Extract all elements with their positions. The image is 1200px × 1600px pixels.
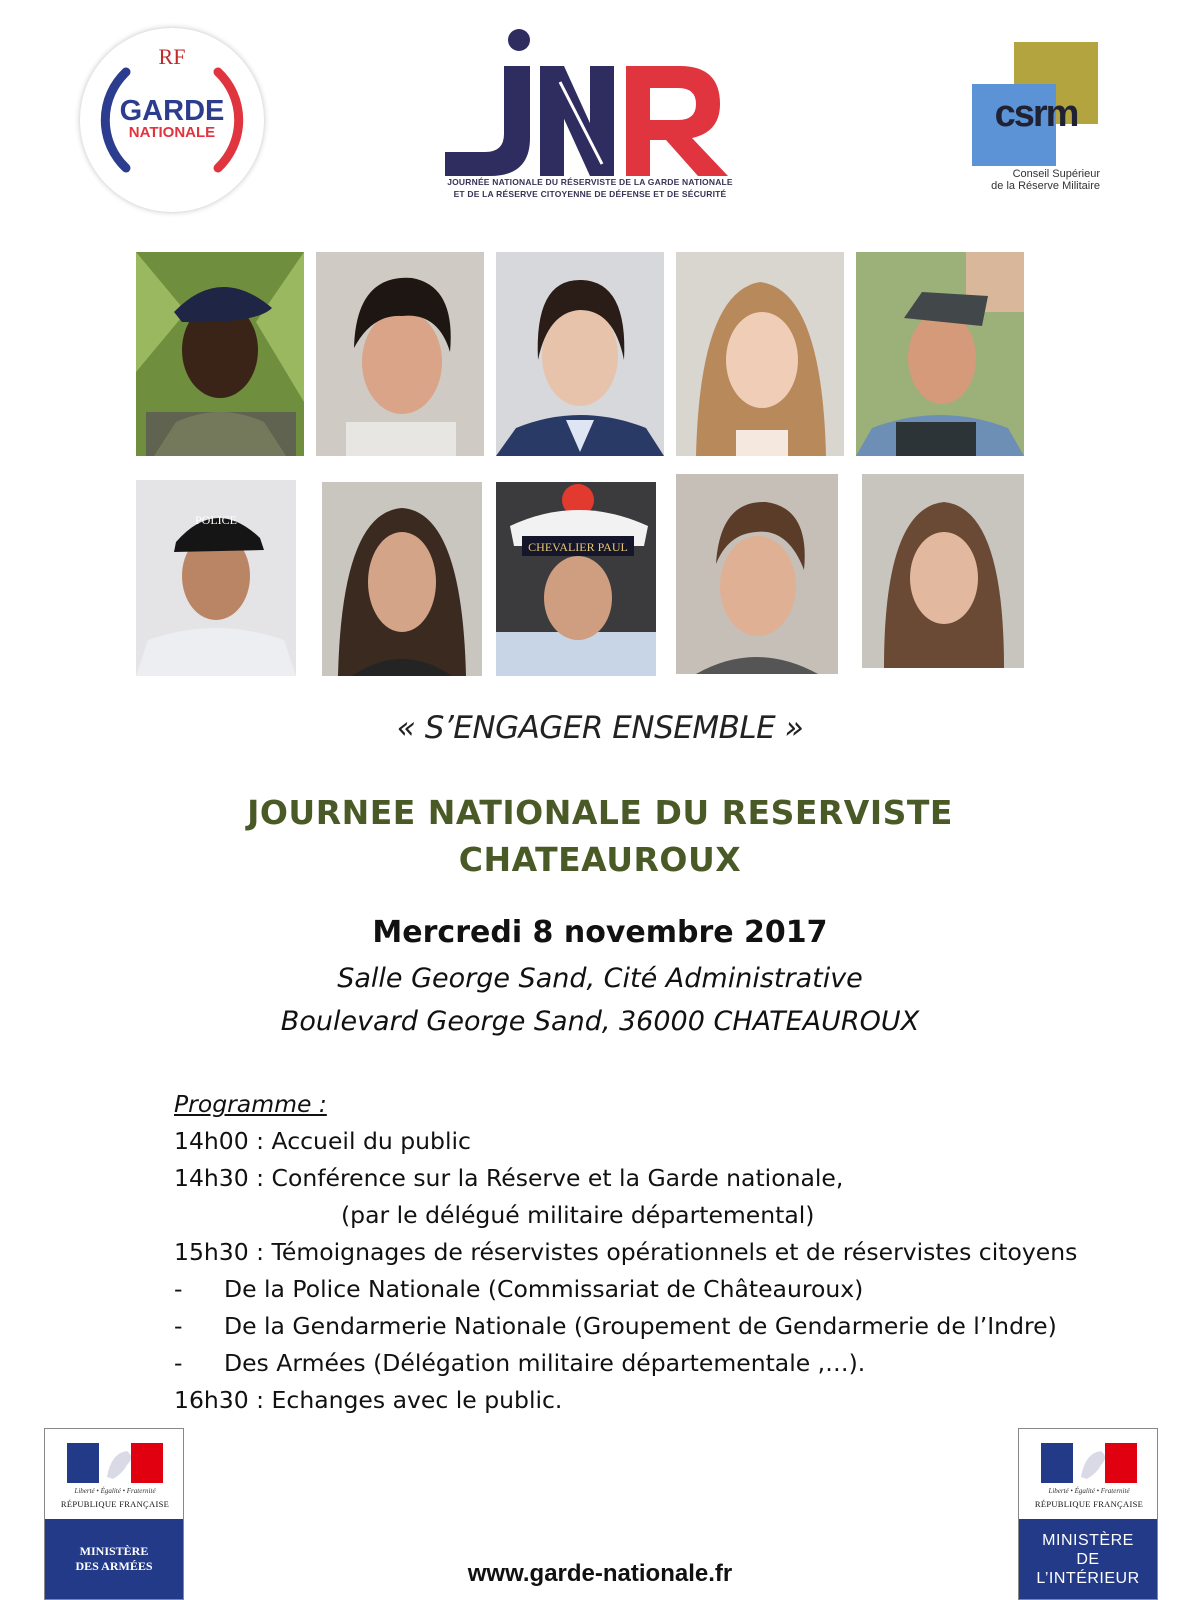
programme-item-note: (par le délégué militaire départemental) bbox=[341, 1201, 815, 1229]
csrm-acronym: csrm bbox=[994, 93, 1078, 135]
garde-nationale-logo bbox=[80, 28, 264, 212]
programme-item: 14h00 : Accueil du public bbox=[174, 1127, 471, 1155]
photo-gendarme-cap bbox=[856, 252, 1024, 456]
bullet-marker: - bbox=[174, 1349, 183, 1377]
event-date: Mercredi 8 novembre 2017 bbox=[372, 915, 828, 950]
programme-bullet bbox=[174, 1271, 1077, 1308]
photo-soldier-beret bbox=[136, 252, 304, 456]
website-link[interactable]: www.garde-nationale.fr bbox=[467, 1560, 733, 1587]
jnr-logo bbox=[440, 26, 740, 216]
jnr-caption-line-2: ET DE LA RÉSERVE CITOYENNE DE DÉFENSE ET DE SÉCURITÉ bbox=[453, 189, 727, 199]
programme-bullet bbox=[174, 1345, 1077, 1382]
csrm-caption-line-2: de la Réserve Militaire bbox=[991, 180, 1100, 192]
garde-nationale-emblem bbox=[80, 28, 264, 212]
photo-young-woman bbox=[862, 474, 1024, 668]
photo-young-man bbox=[676, 474, 838, 674]
photo-sailor bbox=[496, 482, 656, 676]
programme-closing: 16h30 : Echanges avec le public. bbox=[174, 1386, 563, 1414]
csrm-squares-icon bbox=[970, 40, 1100, 168]
republique-francaise: RÉPUBLIQUE FRANÇAISE bbox=[60, 1499, 170, 1509]
programme-heading: Programme : bbox=[174, 1090, 327, 1118]
csrm-logo bbox=[970, 40, 1110, 210]
photo-woman-uniform bbox=[496, 252, 664, 456]
ministere-interieur-logo bbox=[1018, 1428, 1158, 1600]
jnr-letters-icon bbox=[440, 26, 740, 176]
csrm-caption-line-1: Conseil Supérieur bbox=[1012, 168, 1100, 180]
slogan: « S’ENGAGER ENSEMBLE » bbox=[396, 710, 804, 746]
event-city: CHATEAUROUX bbox=[458, 840, 742, 879]
devise: Liberté • Égalité • Fraternité bbox=[74, 1487, 156, 1495]
venue-line-2: Boulevard George Sand, 36000 CHATEAUROUX bbox=[280, 1006, 920, 1037]
nationale-word: NATIONALE bbox=[128, 124, 216, 141]
bullet-marker: - bbox=[174, 1312, 183, 1340]
jnr-caption-line-1: JOURNÉE NATIONALE DU RÉSERVISTE DE LA GARDE NATIONALE bbox=[447, 177, 733, 187]
bullet-marker: - bbox=[174, 1275, 183, 1303]
bullet-text: De la Gendarmerie Nationale (Groupement de Gendarmerie de l’Indre) bbox=[224, 1312, 1057, 1340]
garde-word: GARDE bbox=[119, 95, 225, 127]
ministry-name: MINISTÈRE DES ARMÉES bbox=[45, 1519, 183, 1599]
photo-man-long-hair bbox=[322, 482, 482, 676]
svg-text:POLICE: POLICE bbox=[195, 513, 237, 527]
svg-text:CHEVALIER PAUL: CHEVALIER PAUL bbox=[528, 540, 628, 554]
bullet-text: De la Police Nationale (Commissariat de Châteauroux) bbox=[224, 1275, 864, 1303]
marianne-flag-icon bbox=[67, 1443, 163, 1483]
venue-line-1: Salle George Sand, Cité Administrative bbox=[337, 963, 863, 994]
event-title: JOURNEE NATIONALE DU RESERVISTE bbox=[247, 793, 953, 832]
photo-police-woman bbox=[136, 480, 296, 676]
devise: Liberté • Égalité • Fraternité bbox=[1048, 1487, 1130, 1495]
programme-bullet bbox=[174, 1308, 1077, 1345]
programme-item: 14h30 : Conférence sur la Réserve et la Garde nationale, bbox=[174, 1164, 844, 1192]
photo-man-dark-hair bbox=[316, 252, 484, 456]
republique-francaise: RÉPUBLIQUE FRANÇAISE bbox=[1034, 1499, 1144, 1509]
programme-item: 15h30 : Témoignages de réservistes opérationnels et de réservistes citoyens bbox=[174, 1238, 1078, 1266]
rf-monogram: RF bbox=[158, 44, 186, 69]
photo-woman-blonde bbox=[676, 252, 844, 456]
bullet-text: Des Armées (Délégation militaire départementale ,…). bbox=[224, 1349, 866, 1377]
programme bbox=[174, 1086, 1077, 1419]
ministry-name: MINISTÈRE DE L’INTÉRIEUR bbox=[1019, 1519, 1157, 1599]
marianne-flag-icon bbox=[1041, 1443, 1137, 1483]
